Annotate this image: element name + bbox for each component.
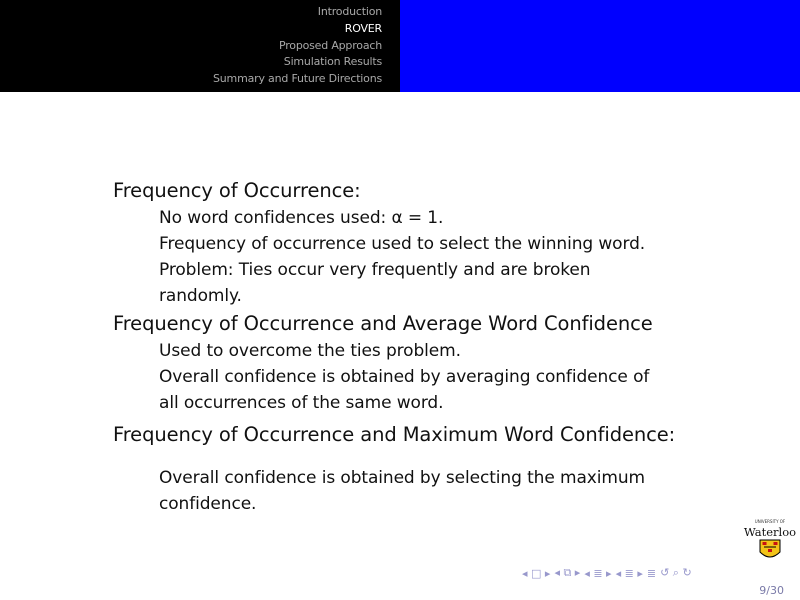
slide-content [113, 176, 763, 517]
spacer [113, 449, 763, 465]
sublist-maximum-confidence [159, 465, 749, 517]
list-item: all occurrences of the same word. [159, 393, 444, 413]
nav-frame-prev-icon[interactable]: ◂ ⧉ ▸ [554, 566, 581, 579]
list-item: Overall confidence is obtained by selecting the maximum [159, 468, 645, 488]
nav-back-icon[interactable]: ≣ [646, 566, 657, 580]
nav-search-icon[interactable]: ↺ ⌕ ↻ [660, 566, 692, 579]
beamer-navigation [522, 566, 692, 580]
heading-frequency: Frequency of Occurrence: [113, 179, 361, 202]
sublist-frequency [159, 205, 749, 309]
logo-wordmark: Waterloo [743, 525, 797, 539]
nav-item-summary[interactable]: Summary and Future Directions [213, 72, 382, 86]
nav-subsection-icon[interactable]: ◂ ≣ ▸ [615, 566, 643, 580]
heading-average-confidence: Frequency of Occurrence and Average Word Confidence [113, 312, 653, 335]
nav-first-icon[interactable]: ◂ □ ▸ [522, 566, 551, 580]
list-item: confidence. [159, 494, 257, 514]
svg-text:UNIVERSITY OF: UNIVERSITY OF [754, 519, 786, 524]
list-item: Frequency of occurrence used to select the winning word. [159, 234, 646, 254]
section-navigation [213, 4, 382, 88]
list-item: Problem: Ties occur very frequently and are broken [159, 260, 591, 280]
heading-maximum-confidence: Frequency of Occurrence and Maximum Word Confidence: [113, 423, 676, 446]
sublist-average-confidence [159, 338, 749, 416]
header-bar [0, 0, 800, 92]
nav-item-simulation-results[interactable]: Simulation Results [283, 55, 382, 69]
list-item: No word confidences used: α = 1. [159, 208, 444, 228]
page-number: 9/30 [759, 584, 784, 597]
list-item: Overall confidence is obtained by averaging confidence of [159, 367, 650, 387]
header-nav-panel [0, 0, 400, 92]
nav-item-introduction[interactable]: Introduction [317, 5, 382, 18]
nav-item-proposed-approach[interactable]: Proposed Approach [278, 38, 382, 52]
list-item: randomly. [159, 286, 242, 306]
nav-section-prev-icon[interactable]: ◂ ≣ ▸ [584, 566, 612, 580]
header-title-panel [400, 0, 800, 92]
university-logo [742, 518, 798, 564]
nav-item-rover[interactable]: ROVER [344, 21, 382, 35]
list-item: Used to overcome the ties problem. [159, 341, 461, 361]
